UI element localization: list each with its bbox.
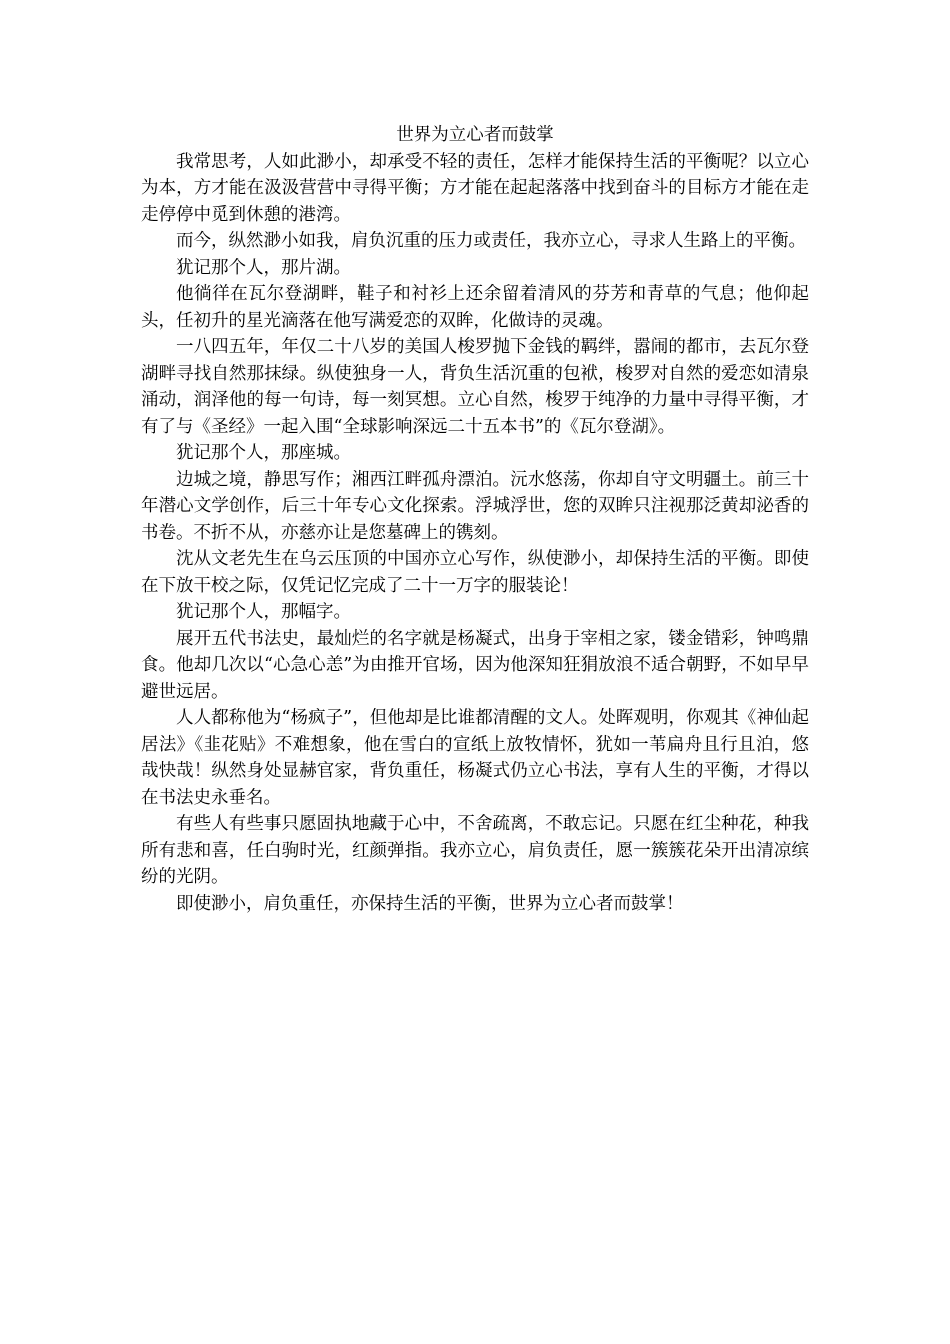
paragraph-3: 犹记那个人，那片湖。 xyxy=(176,257,351,278)
essay-body xyxy=(141,122,809,917)
paragraph-5: 一八四五年，年仅二十八岁的美国人梭罗抛下金钱的羁绊，嚣闹的都市，去瓦尔登湖畔寻找自然那抹绿。纵使独身一人，背负生活沉重的包袱，梭罗对自然的爱恋如清泉涌动，润泽他的每一句诗，每一刻冥想。立心自然，梭罗于纯净的力量中寻得平衡，才有了与《圣经》一起入围“全球影响深远二十五本书”的《瓦尔登湖》。 xyxy=(141,337,809,437)
paragraph-8: 沈从文老先生在乌云压顶的中国亦立心写作，纵使渺小，却保持生活的平衡。即使在下放干校之际，仅凭记忆完成了二十一万字的服装论！ xyxy=(141,549,809,596)
paragraph-7: 边城之境，静思写作；湘西江畔孤舟漂泊。沅水悠荡，你却自守文明疆土。前三十年潜心文学创作，后三十年专心文化探索。浮城浮世，您的双眸只注视那泛黄却泌香的书卷。不折不从，亦慈亦让是您墓碑上的镌刻。 xyxy=(141,469,809,543)
paragraph-11: 人人都称他为“杨疯子”，但他却是比谁都清醒的文人。处晖观明，你观其《神仙起居法》《韭花贴》不难想象，他在雪白的宣纸上放牧情怀，犹如一苇扁舟且行且泊，悠哉快哉！纵然身处显赫官家，背负重任，杨凝式仍立心书法，享有人生的平衡，才得以在书法史永垂名。 xyxy=(141,708,809,808)
paragraph-12: 有些人有些事只愿固执地藏于心中，不舍疏离，不敢忘记。只愿在红尘种花，种我所有悲和喜，任白驹时光，红颜弹指。我亦立心，肩负责任，愿一簇簇花朵开出清凉缤纷的光阴。 xyxy=(141,814,809,887)
paragraph-4: 他徜徉在瓦尔登湖畔，鞋子和衬衫上还余留着清风的芬芳和青草的气息；他仰起头，任初升的星光滴落在他写满爱恋的双眸，化做诗的灵魂。 xyxy=(141,284,809,331)
paragraph-10: 展开五代书法史，最灿烂的名字就是杨凝式，出身于宰相之家，镂金错彩，钟鸣鼎食。他却几次以“心急心恙”为由推开官场，因为他深知狂狷放浪不适合朝野，不如早早避世远居。 xyxy=(141,628,809,702)
paragraph-6: 犹记那个人，那座城。 xyxy=(176,443,351,463)
paragraph-13: 即使渺小，肩负重任，亦保持生活的平衡，世界为立心者而鼓掌！ xyxy=(176,893,684,914)
essay-title: 世界为立心者而鼓掌 xyxy=(396,125,554,145)
paragraph-9: 犹记那个人，那幅字。 xyxy=(176,602,351,622)
paragraph-1: 我常思考，人如此渺小，却承受不轻的责任，怎样才能保持生活的平衡呢？以立心为本，方才能在汲汲营营中寻得平衡；方才能在起起落落中找到奋斗的目标方才能在走走停停中觅到休憩的港湾。 xyxy=(141,151,809,225)
paragraph-2: 而今，纵然渺小如我，肩负沉重的压力或责任，我亦立心，寻求人生路上的平衡。 xyxy=(176,231,806,251)
